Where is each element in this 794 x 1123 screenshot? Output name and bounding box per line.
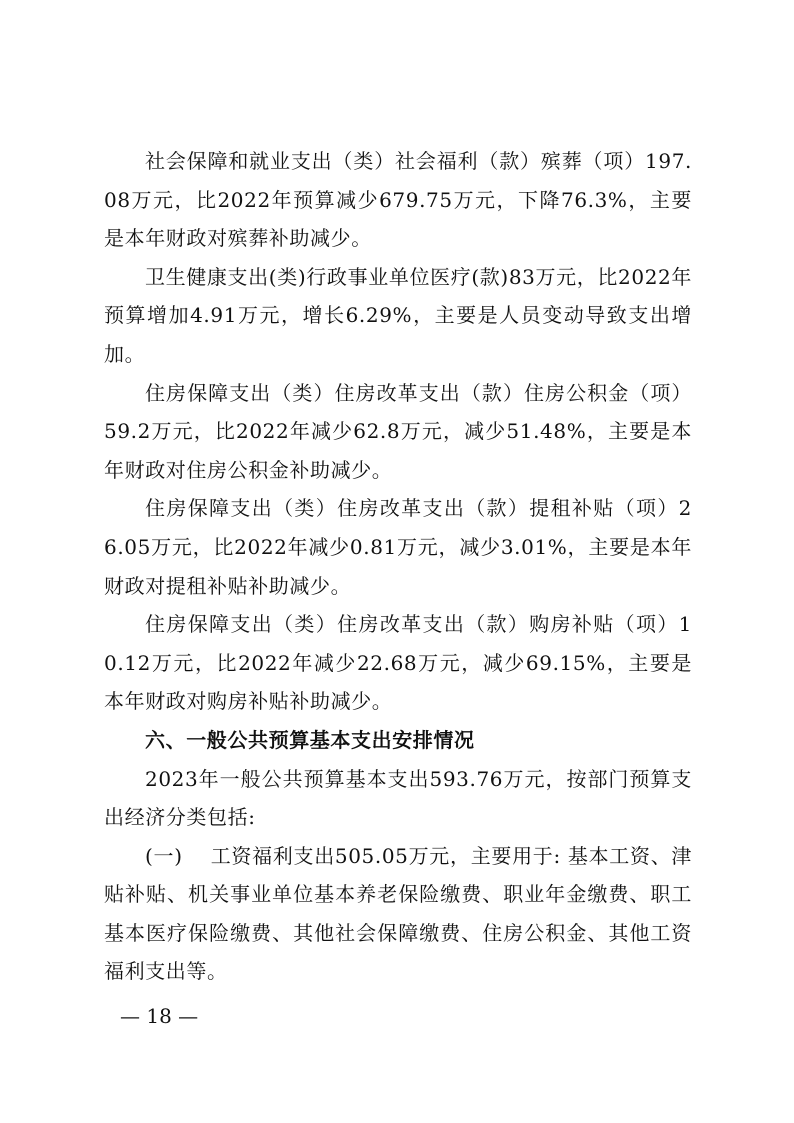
item-paragraph [104,837,692,991]
item-text: 工资福利支出505.05万元，主要用于: 基本工资、津贴补贴、机关事业单位基本养老保险缴费、职业年金缴费、职工基本医疗保险缴费、其他社会保障缴费、住房公积金、其他工资福利支出等。 [104,843,692,984]
paragraph-funeral-subsidy: 社会保障和就业支出（类）社会福利（款）殡葬（项）197.08万元，比2022年预算减少679.75万元，下降76.3%，主要是本年财政对殡葬补助减少。 [104,149,692,251]
section-paragraph: 2023年一般公共预算基本支出593.76万元，按部门预算支出经济分类包括: [104,766,692,830]
paragraph-housing-purchase-subsidy: 住房保障支出（类）住房改革支出（款）购房补贴（项）10.12万元，比2022年减少22.68万元，减少69.15%，主要是本年财政对购房补贴补助减少。 [104,612,692,714]
section-heading: 六、一般公共预算基本支出安排情况 [145,727,475,752]
page-number: — 18 — [120,1004,199,1028]
document-body [104,142,692,991]
item-marker: (一) [145,843,183,868]
paragraph-medical-expense: 卫生健康支出(类)行政事业单位医疗(款)83万元，比2022年预算增加4.91万元，增长6.29%，主要是人员变动导致支出增加。 [104,264,692,366]
paragraph-housing-fund: 住房保障支出（类）住房改革支出（款）住房公积金（项）59.2万元，比2022年减少62.8万元，减少51.48%，主要是本年财政对住房公积金补助减少。 [104,380,692,482]
paragraph-rent-subsidy: 住房保障支出（类）住房改革支出（款）提租补贴（项）26.05万元，比2022年减少0.81万元，减少3.01%，主要是本年财政对提租补贴补助减少。 [104,496,692,598]
